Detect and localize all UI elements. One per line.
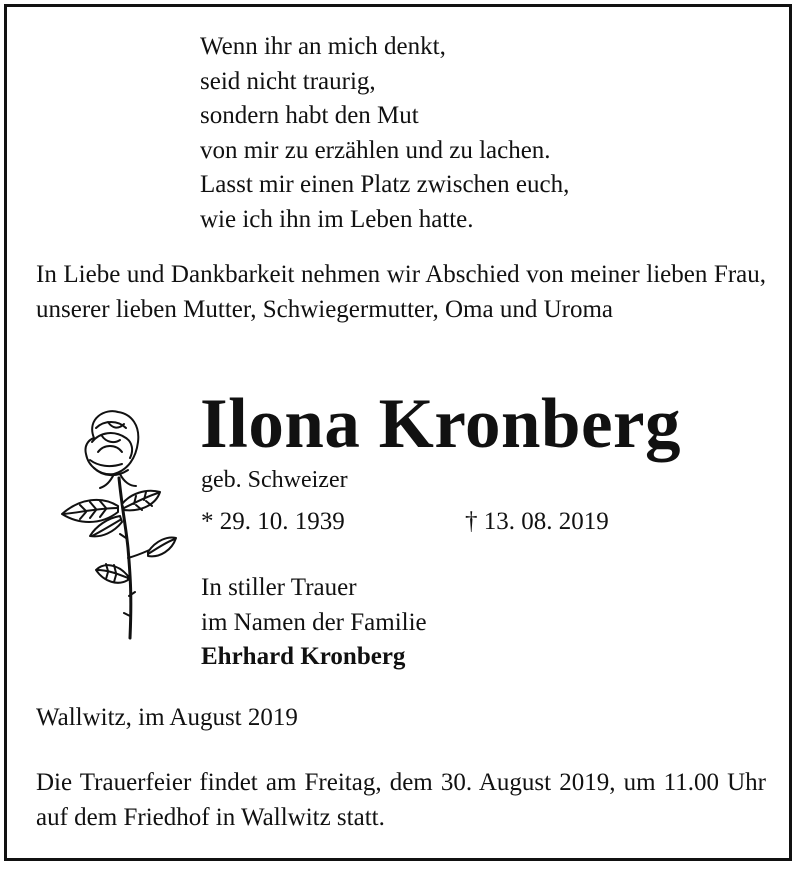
death-date: † 13. 08. 2019 bbox=[465, 508, 609, 535]
maiden-name: geb. Schweizer bbox=[201, 467, 348, 493]
poem-line: Lasst mir einen Platz zwischen euch, bbox=[200, 171, 570, 198]
place-date: Wallwitz, im August 2019 bbox=[36, 704, 298, 731]
poem-line: sondern habt den Mut bbox=[200, 102, 419, 129]
poem-line: seid nicht traurig, bbox=[200, 67, 376, 95]
ceremony-notice: Die Trauerfeier findet am Freitag, dem 30. August 2019, um 11.00 Uhr auf dem Friedhof in Wallwitz statt. bbox=[36, 769, 766, 831]
poem-line: von mir zu erzählen und zu lachen. bbox=[200, 136, 551, 164]
mourning-block bbox=[201, 571, 427, 675]
deceased-name: Ilona Kronberg bbox=[200, 385, 682, 463]
poem bbox=[200, 30, 569, 237]
mourning-line: im Namen der Familie bbox=[201, 608, 427, 636]
mourning-line: In stiller Trauer bbox=[201, 574, 357, 601]
rose-icon bbox=[56, 408, 178, 644]
signer-name: Ehrhard Kronberg bbox=[201, 643, 406, 670]
birth-date: * 29. 10. 1939 bbox=[201, 508, 345, 535]
poem-line: Wenn ihr an mich denkt, bbox=[200, 33, 446, 60]
farewell-text: In Liebe und Dankbarkeit nehmen wir Abschied von meiner lieben Frau, unserer lieben Mutter, Schwiegermutter, Oma und Uroma bbox=[36, 261, 766, 323]
poem-line: wie ich ihn im Leben hatte. bbox=[200, 205, 474, 233]
